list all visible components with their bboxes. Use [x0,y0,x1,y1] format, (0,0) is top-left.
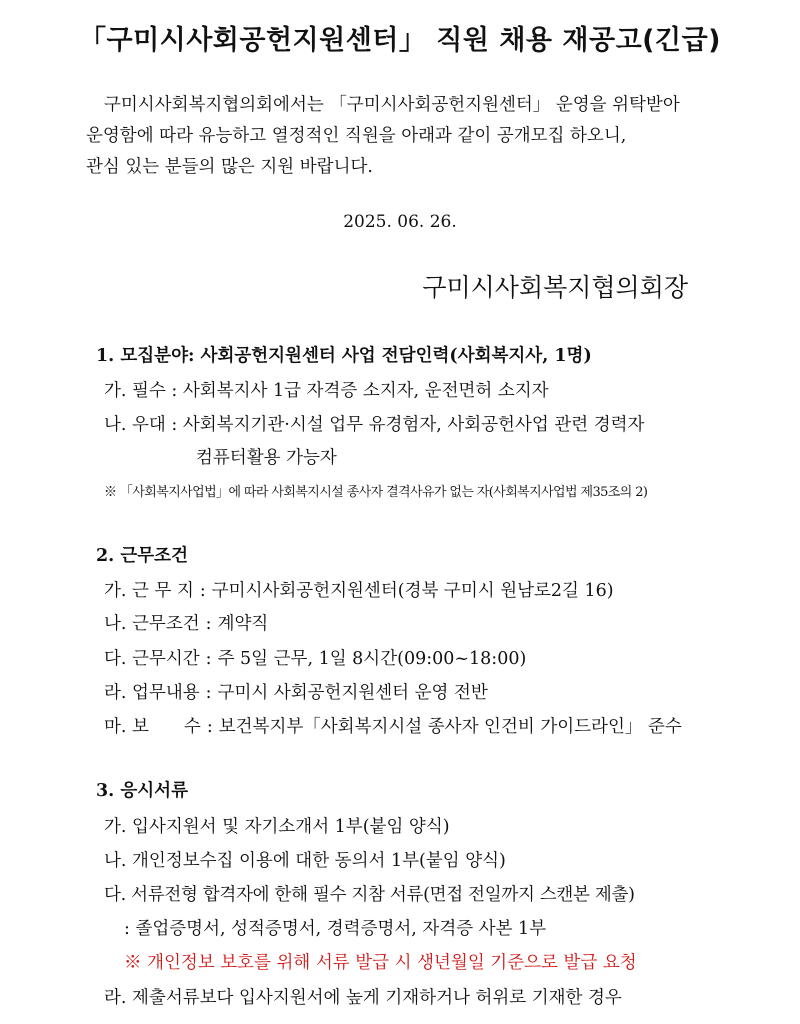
notice-title: 「구미시사회공헌지원센터」 직원 채용 재공고(긴급) [78,25,722,56]
intro-paragraph [86,90,726,183]
section-3-item-required-docs: 다. 서류전형 합격자에 한해 필수 지참 서류(면접 전일까지 스캔본 제출) [104,885,635,905]
section-3-item-false-entry: 라. 제출서류보다 입사지원서에 높게 기재하거나 허위로 기재한 경우 [104,988,622,1008]
section-2-item-conditions: 나. 근무조건 : 계약직 [104,614,269,634]
section-1-item-preferred: 나. 우대 : 사회복지기관·시설 업무 유경험자, 사회공헌사업 관련 경력자 [104,415,645,435]
section-3-title: 3. 응시서류 [96,781,188,801]
section-2-item-hours: 다. 근무시간 : 주 5일 근무, 1일 8시간(09:00~18:00) [104,649,527,669]
section-1-title: 1. 모집분야: 사회공헌지원센터 사업 전담인력(사회복지사, 1명) [96,346,592,366]
sender-name: 구미시사회복지협의회장 [422,273,688,302]
salary-label: 마. 보 수 [104,717,201,737]
salary-value: 보건복지부「사회복지시설 종사자 인건비 가이드라인」 준수 [218,717,682,737]
section-2-item-workplace: 가. 근 무 지 : 구미시사회공헌지원센터(경북 구미시 원남로2길 16) [104,581,614,601]
workplace-label: 가. 근 무 지 [104,581,194,601]
intro-line-2: 운영함에 따라 유능하고 열정적인 직원을 아래과 같이 공개모집 하오니, [86,126,627,146]
section-2-item-salary: 마. 보 수 : 보건복지부「사회복지시설 종사자 인건비 가이드라인」 준수 [104,717,682,737]
section-1-item-required: 가. 필수 : 사회복지사 1급 자격증 소지자, 운전면허 소지자 [104,381,549,401]
hours-value: 주 5일 근무, 1일 8시간(09:00~18:00) [217,649,527,669]
conditions-label: 나. 근무조건 [104,614,200,634]
section-3-item-application: 가. 입사지원서 및 자기소개서 1부(붙임 양식) [104,817,450,837]
workplace-value: 구미시사회공헌지원센터(경북 구미시 원남로2길 16) [211,581,614,601]
duties-value: 구미시 사회공헌지원센터 운영 전반 [217,683,488,703]
notice-date: 2025. 06. 26. [343,212,457,232]
section-3-item-consent: 나. 개인정보수집 이용에 대한 동의서 1부(붙임 양식) [104,851,506,871]
section-3-item-required-docs-cont: : 졸업증명서, 성적증명서, 경력증명서, 자격증 사본 1부 [124,919,547,939]
intro-line-1: 구미시사회복지협의회에서는 「구미시사회공헌지원센터」 운영을 위탁받아 [104,95,680,115]
conditions-value: 계약직 [217,614,269,634]
section-3-privacy-warning: ※ 개인정보 보호를 위해 서류 발급 시 생년월일 기준으로 발급 요청 [124,953,637,973]
duties-label: 라. 업무내용 [104,683,200,703]
section-2-title: 2. 근무조건 [96,546,188,566]
hours-label: 다. 근무시간 [104,649,200,669]
section-1-note: ※ 「사회복지사업법」에 따라 사회복지시설 종사자 결격사유가 없는 자(사회복지사업법 제35조의 2) [104,485,648,500]
intro-line-3: 관심 있는 분들의 많은 지원 바랍니다. [86,157,373,177]
section-2-item-duties: 라. 업무내용 : 구미시 사회공헌지원센터 운영 전반 [104,683,488,703]
section-1-item-preferred-cont: 컴퓨터활용 가능자 [196,448,337,468]
